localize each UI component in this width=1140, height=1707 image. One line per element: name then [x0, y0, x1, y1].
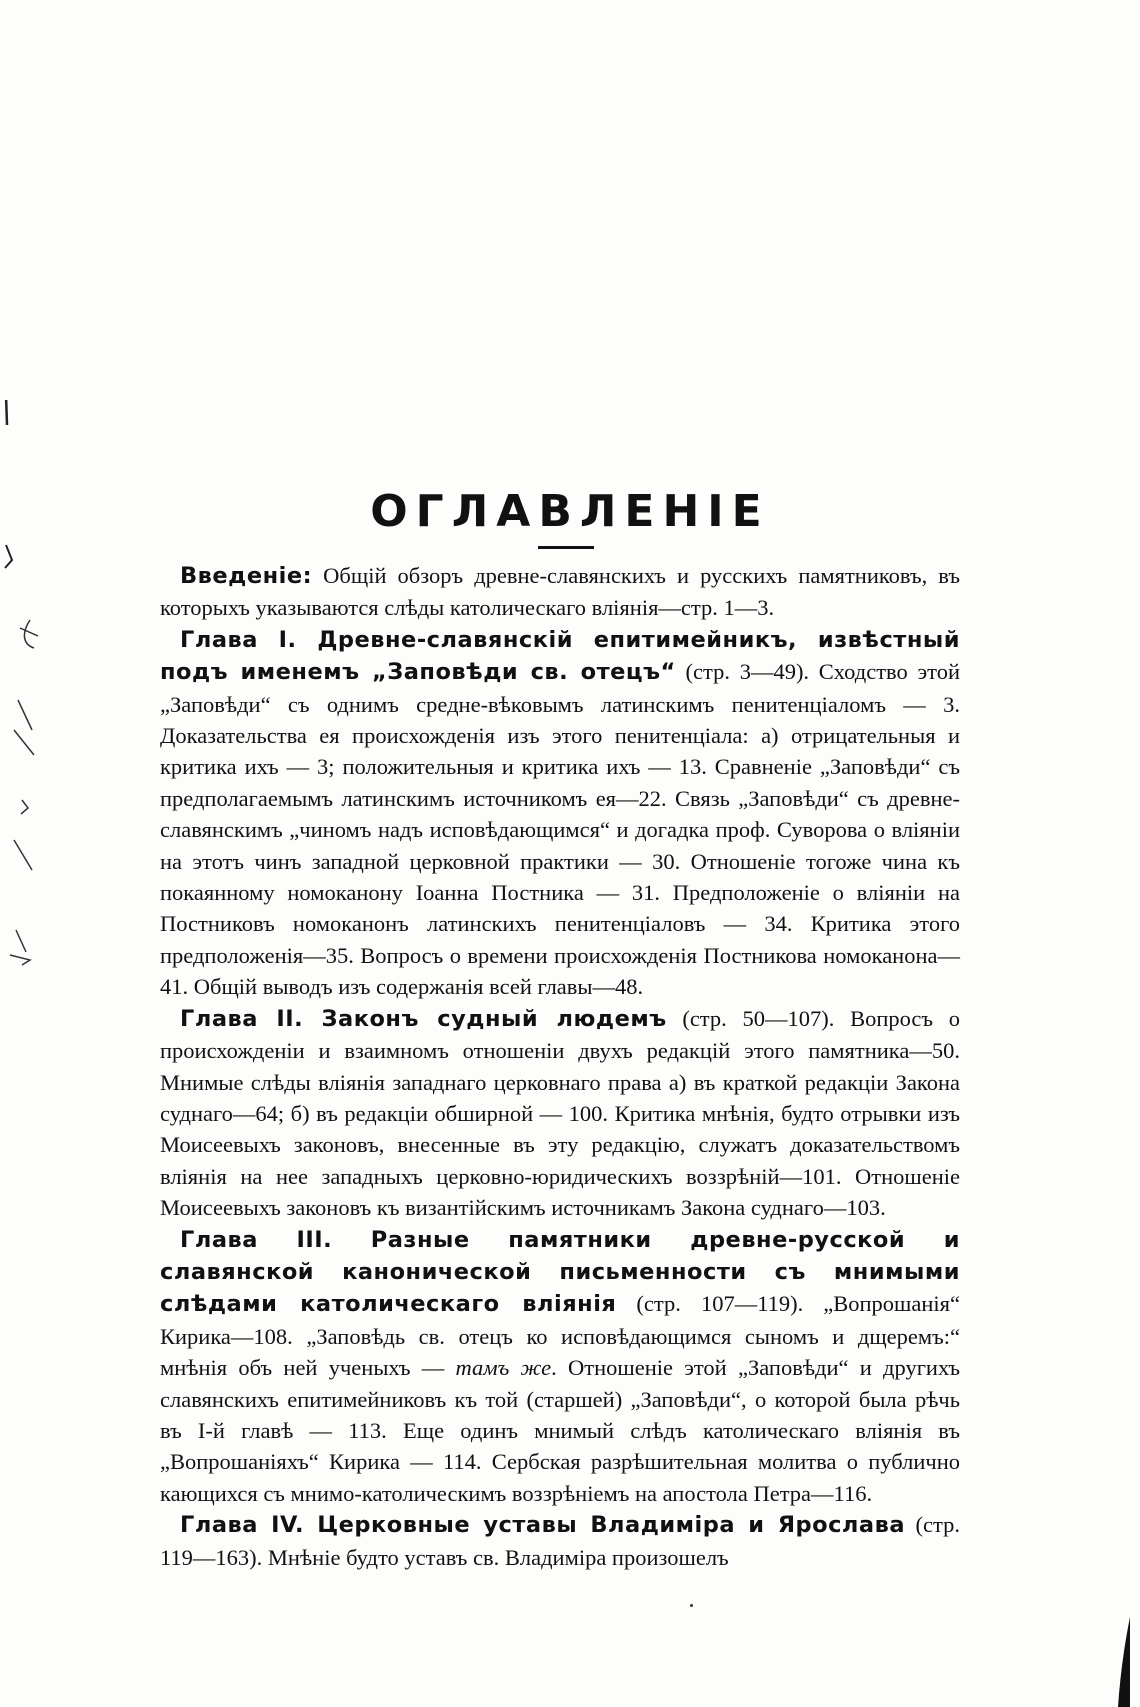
title-underline: [538, 546, 594, 549]
toc-text: (стр. 50—107). Вопросъ о происхожденіи и взаимномъ отношеніи двухъ редакцій этого памятника—50. Мнимые слѣды вліянія западнаго церковнаго права а) въ краткой редакціи Закона суднаго—64; б) въ редакціи обширной — 100. Критика мнѣнія, будто отрывки изъ Моисеевыхъ законовъ, внесенные въ эту редакцію, служатъ доказательствомъ вліянія на нее западныхъ церковно-юридическихъ воззрѣній—101. Отношеніе Моисеевыхъ законовъ къ византійскимъ источникамъ Закона суднаго—103.: [160, 1005, 960, 1221]
toc-text-continued: . Отношеніе этой „Заповѣди“ и другихъ славянскихъ епитимейниковъ къ той (старшей) „Заповѣди“, о которой была рѣчь въ I-й главѣ — 113. Еще одинъ мнимый слѣдъ католическаго вліянія въ „Вопрошаніяхъ“ Кирика — 114. Сербская разрѣшительная молитва о публично кающихся съ мнимо-католическимъ воззрѣніемъ на апостола Петра—116.: [160, 1355, 960, 1506]
toc-entry-chapter-3: [160, 1224, 960, 1510]
ink-dot: [690, 1604, 693, 1607]
toc-entry-introduction: [160, 560, 960, 624]
toc-entry-chapter-2: [160, 1003, 960, 1224]
toc-text: (стр. 3—49). Сходство этой „Заповѣди“ съ однимъ средне-вѣковымъ латинскимъ пенитенціаломъ — 3. Доказательства ея происхожденія изъ этого пенитенціала: а) отрицательныя и критика ихъ — 3; положительныя и критика ихъ — 13. Сравненіе „Заповѣди“ съ предполагаемымъ латинскимъ источникомъ ея—22. Связь „Заповѣди“ съ древне-славянскимъ „чиномъ надъ исповѣдающимся“ и догадка проф. Суворова о вліяніи на этотъ чинъ западной церковной практики — 30. Отношеніе тогоже чина къ покаянному номоканону Іоанна Постника — 31. Предположеніе о вліяніи на Постниковъ номоканонъ латинскихъ пенитенціаловъ — 34. Критика этого предположенія—35. Вопросъ о времени происхожденія Постникова номоканона—41. Общій выводъ изъ содержанія всей главы—48.: [160, 659, 960, 1000]
toc-text: Общій обзоръ древне-славянскихъ и русскихъ памятниковъ, въ которыхъ указываются слѣды католическаго вліянія—стр. 1—3.: [160, 563, 960, 621]
page-title: ОГЛАВЛЕНІЕ: [370, 486, 770, 537]
toc-heading: Глава II. Законъ судный людемъ: [180, 1005, 667, 1032]
toc-entry-chapter-4: [160, 1509, 960, 1573]
toc-text: (стр. 119—163). Мнѣніе будто уставъ св. Владиміра произошелъ: [160, 1512, 960, 1570]
toc-heading: Глава I. Древне-славянскій епитимейникъ, извѣстный подъ именемъ „Заповѣди св. отецъ“: [160, 626, 960, 686]
toc-text: (стр. 107—119). „Вопрошанія“ Кирика—108. „Заповѣдь св. отецъ ко исповѣдающимся сыномъ и дщеремъ:“ мнѣнія объ ней ученыхъ —: [160, 1291, 960, 1381]
toc-heading: Глава III. Разные памятники древне-русской и славянской канонической письменности съ мнимыми слѣдами католическаго вліянія: [160, 1226, 960, 1318]
toc-heading: Введеніе:: [180, 563, 313, 589]
toc-heading: Глава IV. Церковные уставы Владиміра и Ярослава: [180, 1512, 906, 1539]
toc-emphasis: тамъ же: [455, 1355, 552, 1381]
table-of-contents: [160, 560, 960, 1573]
page-corner-mark: [1090, 1617, 1130, 1707]
toc-entry-chapter-1: [160, 624, 960, 1003]
